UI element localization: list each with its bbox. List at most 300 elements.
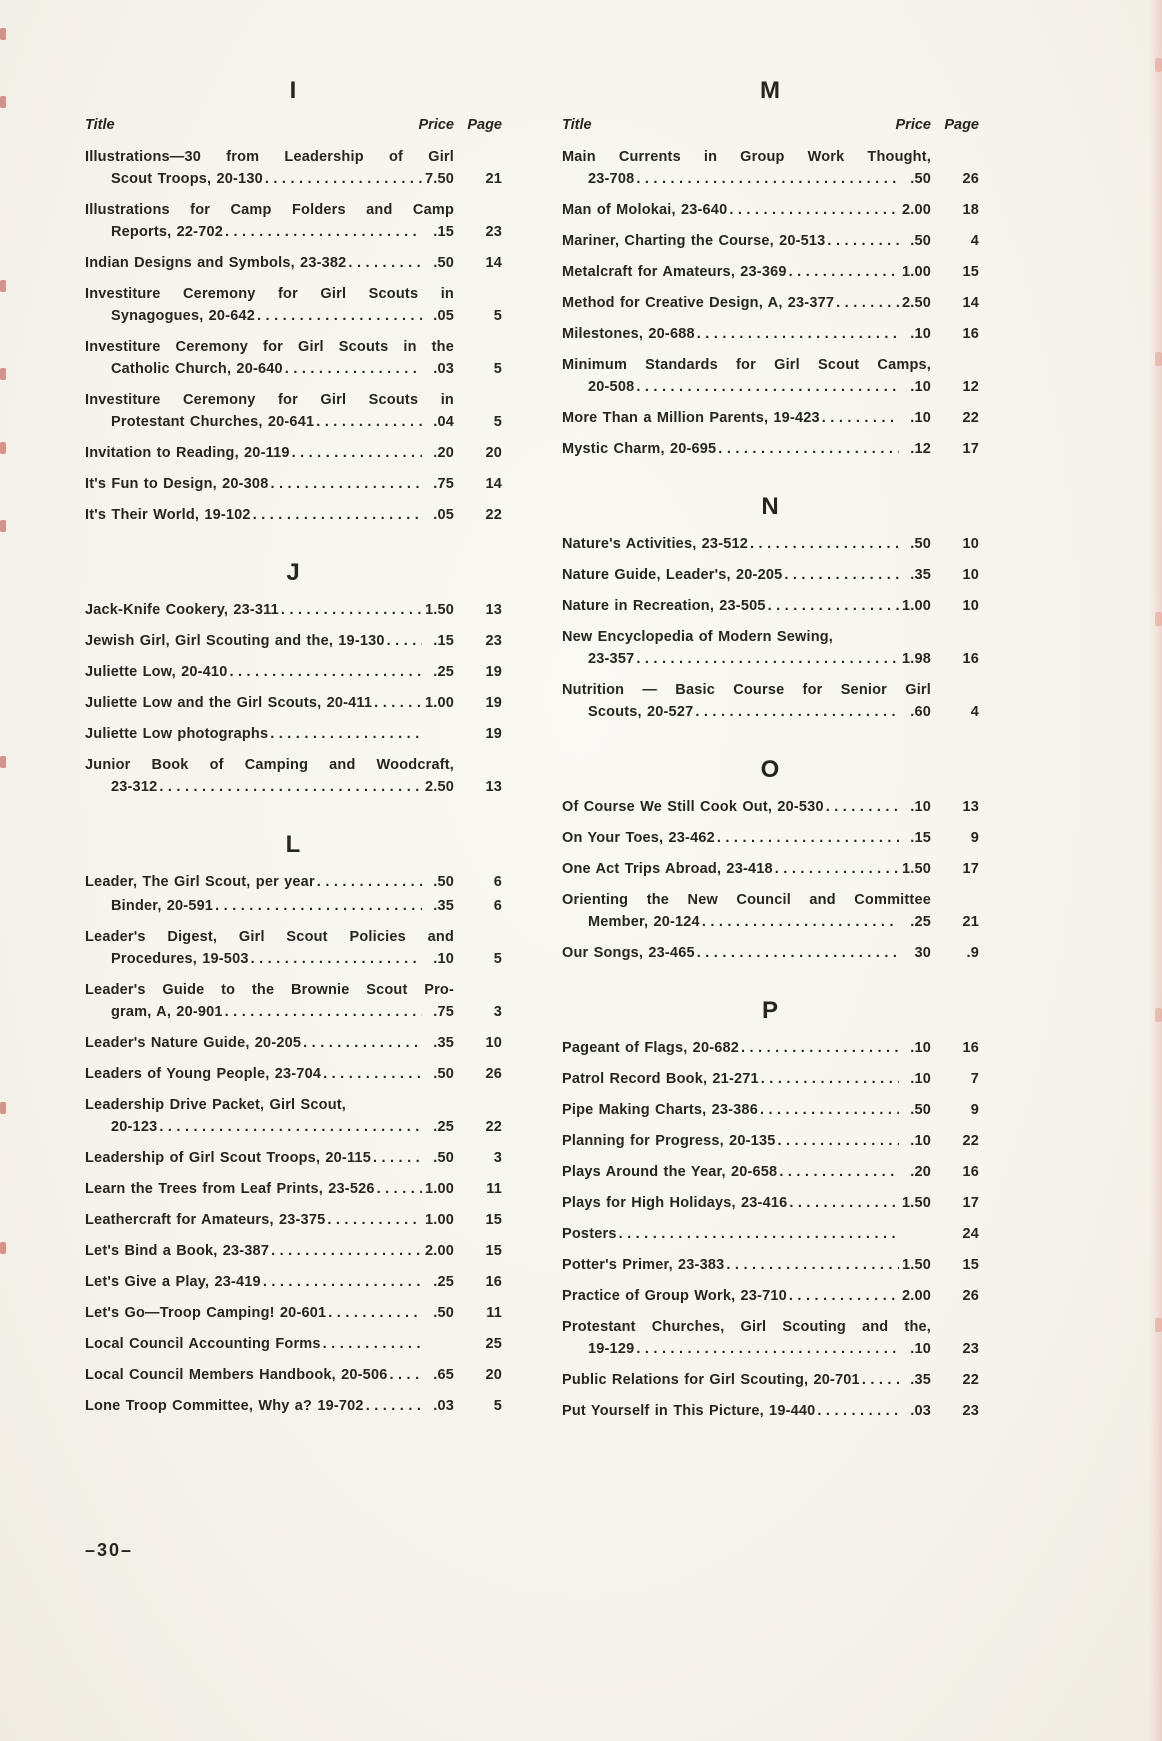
- index-entry: [562, 858, 979, 880]
- scan-artifact: [0, 280, 6, 292]
- index-entry: [85, 692, 502, 714]
- scan-artifact: [0, 96, 6, 108]
- entry-title: Pageant of Flags, 20-682: [562, 1040, 740, 1056]
- entry-page: 23: [962, 1341, 979, 1357]
- dot-leader: [387, 630, 422, 652]
- entry-line: [85, 1333, 502, 1355]
- index-entry: [562, 146, 979, 190]
- entry-page: 10: [962, 598, 979, 614]
- dot-leader: [251, 948, 422, 970]
- header-page: Page: [944, 117, 979, 133]
- entry-price: .03: [433, 361, 454, 377]
- right-column: [562, 78, 979, 1431]
- index-entry: [562, 796, 979, 818]
- entry-line: [85, 1032, 502, 1054]
- entry-title: Planning for Progress, 20-135: [562, 1133, 776, 1149]
- section-letter: J: [286, 559, 301, 586]
- dot-leader: [229, 661, 422, 683]
- entry-title: Method for Creative Design, A, 23-377: [562, 295, 835, 311]
- entry-line: [562, 1285, 979, 1307]
- entry-line: [562, 407, 979, 429]
- entry-title: Juliette Low and the Girl Scouts, 20-411: [85, 695, 373, 711]
- section-letter: N: [761, 493, 780, 520]
- entry-price: .50: [433, 1066, 454, 1082]
- entry-price: 1.00: [901, 264, 931, 280]
- entry-price: .50: [433, 255, 454, 271]
- index-entry: [562, 323, 979, 345]
- index-entry: [85, 630, 502, 652]
- dot-leader: [779, 1161, 899, 1183]
- entry-line: [562, 595, 979, 617]
- dot-leader: [389, 1364, 422, 1386]
- entry-title: On Your Toes, 23-462: [562, 830, 715, 846]
- entry-line: [562, 1316, 979, 1338]
- entry-title: Invitation to Reading, 20-119: [85, 445, 290, 461]
- entry-page: 17: [962, 1195, 979, 1211]
- entry-title: Practice of Group Work, 23-710: [562, 1288, 787, 1304]
- entry-title: Illustrations—30 from Leadership of Girl: [85, 149, 454, 165]
- entry-page: 9: [970, 830, 979, 846]
- entry-line: [85, 895, 502, 917]
- entry-page: 23: [962, 1403, 979, 1419]
- entry-line: [562, 1400, 979, 1422]
- entry-line: [85, 871, 502, 893]
- entry-price: 30: [914, 945, 931, 961]
- index-entry: [85, 504, 502, 526]
- entry-price: .10: [910, 326, 931, 342]
- entry-price: .10: [910, 1040, 931, 1056]
- entry-line: [562, 796, 979, 818]
- entry-line: [562, 168, 979, 190]
- entry-price: .25: [433, 664, 454, 680]
- entry-page: 14: [485, 255, 502, 271]
- dot-leader: [827, 230, 899, 252]
- dot-leader: [717, 827, 899, 849]
- scan-artifact: [0, 1242, 6, 1254]
- dot-leader: [317, 871, 422, 893]
- section-letter: L: [285, 831, 302, 858]
- section-I: [85, 78, 502, 526]
- entry-page: 26: [962, 1288, 979, 1304]
- entry-title: It's Their World, 19-102: [85, 507, 251, 523]
- dot-leader: [718, 438, 899, 460]
- dot-leader: [741, 1037, 899, 1059]
- entry-title: Nutrition — Basic Course for Senior Girl: [562, 682, 931, 698]
- section-letter: I: [289, 77, 298, 104]
- index-entry: [85, 1094, 502, 1138]
- entry-price: 1.98: [901, 651, 931, 667]
- index-entry: [85, 895, 502, 917]
- index-entry: [85, 1063, 502, 1085]
- entry-page: 17: [962, 861, 979, 877]
- entry-page: 15: [962, 264, 979, 280]
- dot-leader: [285, 358, 422, 380]
- entry-title: Scout Troops, 20-130: [111, 171, 263, 187]
- entry-line: [85, 754, 502, 776]
- entry-title: Investiture Ceremony for Girl Scouts in the: [85, 339, 454, 355]
- entry-title: Leaders of Young People, 23-704: [85, 1066, 322, 1082]
- entry-line: [562, 1338, 979, 1360]
- header-title: Title: [562, 117, 592, 133]
- index-entry: [562, 1285, 979, 1307]
- dot-leader: [695, 701, 899, 723]
- entry-page: 14: [485, 476, 502, 492]
- index-entry: [85, 1240, 502, 1262]
- entry-page: 7: [970, 1071, 979, 1087]
- entry-page: 25: [485, 1336, 502, 1352]
- entry-price: 2.50: [901, 295, 931, 311]
- entry-title: Local Council Accounting Forms: [85, 1336, 321, 1352]
- entry-price: .50: [433, 1150, 454, 1166]
- entry-title: Jack-Knife Cookery, 23-311: [85, 602, 279, 618]
- entry-title: Public Relations for Girl Scouting, 20-701: [562, 1372, 860, 1388]
- dot-leader: [750, 533, 899, 555]
- entry-price: 2.00: [901, 1288, 931, 1304]
- section-N: [562, 494, 979, 723]
- entry-price: .75: [433, 476, 454, 492]
- entry-line: [85, 1147, 502, 1169]
- dot-leader: [263, 1271, 422, 1293]
- index-entry: [85, 1395, 502, 1417]
- entry-title: Member, 20-124: [588, 914, 700, 930]
- entry-price: 2.50: [424, 779, 454, 795]
- header-price: Price: [895, 117, 931, 133]
- entry-title: gram, A, 20-901: [111, 1004, 223, 1020]
- entry-line: [562, 533, 979, 555]
- dot-leader: [619, 1223, 899, 1245]
- entry-title: One Act Trips Abroad, 23-418: [562, 861, 773, 877]
- entry-price: 2.00: [901, 202, 931, 218]
- entry-title: Mariner, Charting the Course, 20-513: [562, 233, 826, 249]
- index-entry: [85, 389, 502, 433]
- dot-leader: [281, 599, 422, 621]
- entry-page: 9: [970, 1102, 979, 1118]
- entry-page: 15: [485, 1212, 502, 1228]
- index-entry: [562, 679, 979, 723]
- dot-leader: [316, 411, 422, 433]
- entry-page: 10: [485, 1035, 502, 1051]
- dot-leader: [348, 252, 422, 274]
- entry-line: [562, 230, 979, 252]
- entry-page: 22: [962, 1372, 979, 1388]
- dot-leader: [270, 473, 422, 495]
- dot-leader: [768, 595, 899, 617]
- entry-page: 4: [970, 233, 979, 249]
- entry-price: .35: [433, 1035, 454, 1051]
- entry-page: 13: [485, 779, 502, 795]
- entry-title: Indian Designs and Symbols, 23-382: [85, 255, 347, 271]
- column-header: [562, 117, 979, 133]
- entry-line: [85, 1364, 502, 1386]
- index-entry: [562, 1369, 979, 1391]
- entry-price: .10: [433, 951, 454, 967]
- dot-leader: [702, 911, 899, 933]
- entry-line: [85, 692, 502, 714]
- index-entry: [562, 261, 979, 283]
- entry-title: Investiture Ceremony for Girl Scouts in: [85, 392, 454, 408]
- dot-leader: [377, 1178, 422, 1200]
- section-P: [562, 998, 979, 1422]
- dot-leader: [292, 442, 422, 464]
- entry-page: 13: [962, 799, 979, 815]
- entry-title: Synagogues, 20-642: [111, 308, 256, 324]
- entry-title: Minimum Standards for Girl Scout Camps,: [562, 357, 931, 373]
- index-entry: [85, 1364, 502, 1386]
- entry-price: .03: [910, 1403, 931, 1419]
- entry-price: .10: [910, 379, 931, 395]
- entry-line: [562, 858, 979, 880]
- entry-title: Let's Go—Troop Camping! 20-601: [85, 1305, 327, 1321]
- entry-line: [562, 1068, 979, 1090]
- entry-page: 6: [493, 898, 502, 914]
- index-entry: [85, 723, 502, 745]
- entry-page: 10: [962, 536, 979, 552]
- dot-leader: [636, 168, 899, 190]
- entry-page: 3: [493, 1004, 502, 1020]
- entry-price: 1.50: [901, 861, 931, 877]
- index-entry: [85, 1032, 502, 1054]
- entry-page: 11: [486, 1181, 502, 1197]
- entry-title: Leader's Digest, Girl Scout Policies and: [85, 929, 454, 945]
- dot-leader: [253, 504, 422, 526]
- index-entry: [562, 626, 979, 670]
- entry-page: 22: [485, 507, 502, 523]
- entry-line: [85, 1116, 502, 1138]
- entry-price: .15: [433, 633, 454, 649]
- index-entry: [85, 661, 502, 683]
- dot-leader: [760, 1099, 899, 1121]
- entry-page: 15: [485, 1243, 502, 1259]
- dot-leader: [775, 858, 899, 880]
- entry-line: [562, 1037, 979, 1059]
- entry-title: Juliette Low photographs: [85, 726, 269, 742]
- index-entry: [562, 1099, 979, 1121]
- entry-line: [562, 354, 979, 376]
- entry-price: 1.00: [901, 598, 931, 614]
- entry-title: Milestones, 20-688: [562, 326, 695, 342]
- entry-line: [562, 648, 979, 670]
- entry-page: 24: [962, 1226, 979, 1242]
- entry-line: [562, 679, 979, 701]
- entry-title: 23-312: [111, 779, 158, 795]
- entry-page: 12: [962, 379, 979, 395]
- index-entry: [85, 926, 502, 970]
- index-entry: [85, 1333, 502, 1355]
- section-L: [85, 832, 502, 1417]
- scan-artifact: [1155, 1318, 1162, 1332]
- column-header: [85, 117, 502, 133]
- dot-leader: [159, 1116, 422, 1138]
- scan-artifact: [1155, 612, 1162, 626]
- scan-artifact: [0, 756, 6, 768]
- entry-line: [85, 252, 502, 274]
- entry-title: Pipe Making Charts, 23-386: [562, 1102, 758, 1118]
- entry-page: 5: [493, 308, 502, 324]
- entry-line: [85, 948, 502, 970]
- entry-page: 22: [485, 1119, 502, 1135]
- scan-artifact: [0, 28, 6, 40]
- entry-line: [562, 292, 979, 314]
- entry-title: Protestant Churches, 20-641: [111, 414, 315, 430]
- entry-title: Leadership of Girl Scout Troops, 20-115: [85, 1150, 371, 1166]
- entry-line: [85, 630, 502, 652]
- entry-price: .35: [433, 898, 454, 914]
- dot-leader: [265, 168, 422, 190]
- entry-line: [562, 1130, 979, 1152]
- entry-page: 26: [962, 171, 979, 187]
- entry-line: [562, 1099, 979, 1121]
- entry-line: [562, 199, 979, 221]
- entry-price: .05: [433, 308, 454, 324]
- index-entry: [85, 1302, 502, 1324]
- index-entry: [562, 1161, 979, 1183]
- header-price: Price: [418, 117, 454, 133]
- dot-leader: [327, 1209, 422, 1231]
- entry-line: [85, 168, 502, 190]
- dot-leader: [784, 564, 899, 586]
- entry-line: [85, 146, 502, 168]
- section-letter: M: [760, 77, 781, 104]
- entry-title: Orienting the New Council and Committee: [562, 892, 931, 908]
- entry-line: [85, 1271, 502, 1293]
- index-entry: [85, 979, 502, 1023]
- entry-page: 17: [962, 441, 979, 457]
- index-entry: [562, 199, 979, 221]
- index-entry: [562, 407, 979, 429]
- entry-line: [562, 376, 979, 398]
- entry-title: Posters: [562, 1226, 617, 1242]
- entry-line: [85, 599, 502, 621]
- index-entry: [562, 1223, 979, 1245]
- dot-leader: [257, 305, 422, 327]
- entry-page: 18: [962, 202, 979, 218]
- entry-price: .04: [433, 414, 454, 430]
- entry-line: [562, 1254, 979, 1276]
- entry-price: .25: [433, 1119, 454, 1135]
- scan-artifact: [0, 1102, 6, 1114]
- entry-title: Nature's Activities, 23-512: [562, 536, 749, 552]
- entry-page: 5: [493, 951, 502, 967]
- dot-leader: [761, 1068, 899, 1090]
- entry-page: 16: [962, 326, 979, 342]
- entry-page: 16: [962, 651, 979, 667]
- entry-line: [562, 911, 979, 933]
- entry-title: Reports, 22-702: [111, 224, 223, 240]
- dot-leader: [789, 1192, 899, 1214]
- entry-price: .10: [910, 410, 931, 426]
- entry-line: [85, 1240, 502, 1262]
- index-entry: [85, 336, 502, 380]
- header-title: Title: [85, 117, 115, 133]
- entry-title: Nature in Recreation, 23-505: [562, 598, 766, 614]
- entry-line: [562, 827, 979, 849]
- index-entry: [562, 889, 979, 933]
- index-entry: [85, 1147, 502, 1169]
- entry-title: Leadership Drive Packet, Girl Scout,: [85, 1097, 347, 1113]
- entry-title: Junior Book of Camping and Woodcraft,: [85, 757, 454, 773]
- entry-price: .05: [433, 507, 454, 523]
- entry-title: Our Songs, 23-465: [562, 945, 695, 961]
- entry-title: Let's Give a Play, 23-419: [85, 1274, 261, 1290]
- entry-line: [562, 701, 979, 723]
- entry-line: [85, 1209, 502, 1231]
- entry-page: 16: [485, 1274, 502, 1290]
- entry-title: New Encyclopedia of Modern Sewing,: [562, 629, 834, 645]
- entry-page: 19: [485, 726, 502, 742]
- entry-line: [85, 305, 502, 327]
- entry-price: .25: [910, 914, 931, 930]
- entry-price: .50: [910, 536, 931, 552]
- section-letter: P: [761, 997, 779, 1024]
- entry-line: [85, 442, 502, 464]
- dot-leader: [789, 261, 899, 283]
- index-entry: [85, 442, 502, 464]
- entry-line: [85, 389, 502, 411]
- page-number-footer: –30–: [85, 1540, 134, 1560]
- section-M: [562, 78, 979, 460]
- entry-price: .10: [910, 799, 931, 815]
- entry-price: .12: [910, 441, 931, 457]
- entry-page: 13: [485, 602, 502, 618]
- entry-title: Main Currents in Group Work Thought,: [562, 149, 931, 165]
- entry-page: 4: [970, 704, 979, 720]
- dot-leader: [636, 1338, 899, 1360]
- entry-title: Local Council Members Handbook, 20-506: [85, 1367, 388, 1383]
- entry-title: Potter's Primer, 23-383: [562, 1257, 725, 1273]
- entry-page: 20: [485, 445, 502, 461]
- entry-line: [85, 473, 502, 495]
- entry-price: 1.00: [424, 695, 454, 711]
- index-entry: [562, 533, 979, 555]
- entry-title: 23-708: [588, 171, 635, 187]
- entry-price: .20: [433, 445, 454, 461]
- entry-page: 5: [493, 1398, 502, 1414]
- entry-title: Learn the Trees from Leaf Prints, 23-526: [85, 1181, 375, 1197]
- entry-title: Juliette Low, 20-410: [85, 664, 228, 680]
- entry-title: 20-508: [588, 379, 635, 395]
- dot-leader: [373, 1147, 422, 1169]
- entry-line: [562, 564, 979, 586]
- index-entry: [85, 1178, 502, 1200]
- entry-price: .10: [910, 1071, 931, 1087]
- entry-page: 16: [962, 1164, 979, 1180]
- entry-title: More Than a Million Parents, 19-423: [562, 410, 820, 426]
- entry-line: [562, 1369, 979, 1391]
- entry-price: .35: [910, 1372, 931, 1388]
- index-entry: [562, 1400, 979, 1422]
- entry-price: .65: [433, 1367, 454, 1383]
- dot-leader: [323, 1333, 422, 1355]
- entry-page: .9: [966, 945, 979, 961]
- entry-page: 23: [485, 633, 502, 649]
- dot-leader: [225, 221, 422, 243]
- entry-title: Of Course We Still Cook Out, 20-530: [562, 799, 824, 815]
- entry-title: Lone Troop Committee, Why a? 19-702: [85, 1398, 364, 1414]
- scan-artifact: [1155, 352, 1162, 366]
- index-entry: [562, 230, 979, 252]
- entry-title: Catholic Church, 20-640: [111, 361, 283, 377]
- entry-page: 16: [962, 1040, 979, 1056]
- section-O: [562, 757, 979, 964]
- entry-title: Metalcraft for Amateurs, 23-369: [562, 264, 787, 280]
- entry-page: 21: [962, 914, 979, 930]
- entry-title: Procedures, 19-503: [111, 951, 249, 967]
- entry-title: Nature Guide, Leader's, 20-205: [562, 567, 783, 583]
- entry-line: [85, 504, 502, 526]
- dot-leader: [225, 1001, 422, 1023]
- left-column: [85, 78, 502, 1426]
- dot-leader: [303, 1032, 422, 1054]
